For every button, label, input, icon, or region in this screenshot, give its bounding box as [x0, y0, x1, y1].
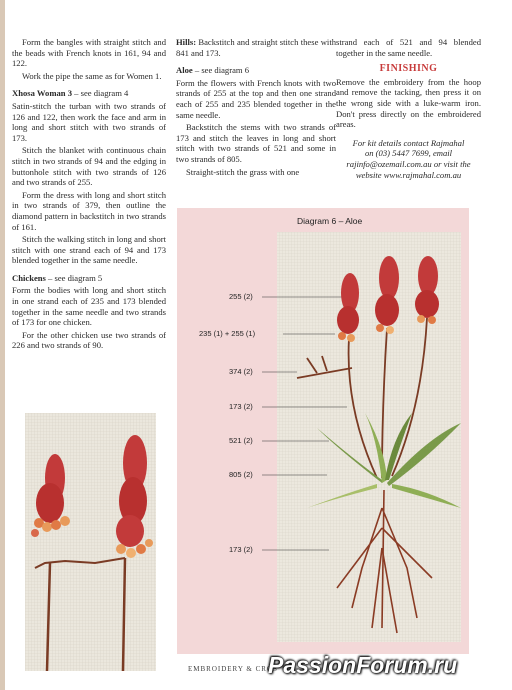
pipe-paragraph: Work the pipe the same as for Women 1.: [22, 70, 162, 81]
xhosa-heading: [12, 88, 166, 99]
diagram-label-521: 521 (2): [229, 436, 253, 445]
middle-text-column: [176, 37, 336, 179]
contact-line-4: website www.rajmahal.com.au: [355, 169, 462, 180]
site-watermark: PassionForum.ru: [268, 652, 458, 678]
aloe-heading-rest: – see diagram 6: [192, 65, 250, 76]
xhosa-paragraph-3: Form the dress with long and short stitch in two strands of 379, then outline the diamond pattern in backstitch in two strands of 161.: [12, 189, 166, 232]
magazine-footer: EMBROIDERY & CROS: [188, 665, 278, 673]
chickens-heading-rest: – see diagram 5: [45, 272, 103, 283]
diagram-label-173-root: 173 (2): [229, 545, 253, 554]
diagram-label-805: 805 (2): [229, 470, 253, 479]
right-text-column: [336, 37, 481, 180]
xhosa-heading-rest: – see diagram 4: [72, 88, 129, 99]
kit-contact-block: [336, 138, 481, 180]
diagram-label-374: 374 (2): [229, 367, 253, 376]
aloe-closeup-illustration: [25, 413, 156, 671]
chickens-paragraph-2: For the other chicken use two strands of 226 and two strands of 90.: [12, 329, 166, 351]
grass-continuation: strand each of 521 and 94 blended together in the same needle.: [336, 37, 481, 58]
diagram-6-aloe-photo: [177, 208, 469, 654]
contact-line-3: rajinfo@ozemail.com.au or visit the: [346, 158, 471, 169]
bangles-paragraph: Form the bangles with straight stitch and the beads with French knots in 161, 94 and 122.: [12, 37, 166, 69]
aloe-heading-bold: Aloe: [176, 65, 193, 76]
xhosa-heading-bold: Xhosa Woman 3: [12, 88, 73, 99]
hills-paragraph: [176, 37, 336, 58]
chickens-heading: [12, 273, 166, 284]
page-edge-strip: [0, 0, 5, 690]
chickens-paragraph-1: Form the bodies with long and short stitch in one strand each of 235 and 173 blended together in the same needle and two strands of 173 for one chicken.: [12, 285, 166, 328]
diagram-label-235-255: 235 (1) + 255 (1): [199, 329, 256, 338]
xhosa-paragraph-4: Stitch the walking stitch in long and short stitch with one strand each of 94 and 173 blended together in the same needle.: [12, 234, 166, 266]
contact-line-2: on (03) 5447 7699, email: [364, 148, 453, 159]
left-text-column: [12, 37, 166, 353]
aloe-embroidery-illustration: [177, 208, 469, 654]
aloe-paragraph-3: Straight-stitch the grass with one: [186, 166, 300, 177]
finishing-paragraph: Remove the embroidery from the hoop and remove the tacking, then press it on the wrong side with a luke-warm iron. Don't press directly on the embroidered areas.: [336, 76, 481, 130]
aloe-heading: [176, 65, 336, 76]
diagram-label-255: 255 (2): [229, 292, 253, 301]
aloe-closeup-photo: [25, 413, 156, 671]
xhosa-paragraph-2: Stitch the blanket with continuous chain stitch in two strands of 94 and the edging in buttonhole stitch with two strands of 126 and two strands of 255.: [12, 145, 166, 188]
hills-heading-bold: Hills:: [176, 37, 197, 47]
diagram-label-173-stem: 173 (2): [229, 402, 253, 411]
contact-line-1: For kit details contact Rajmahal: [352, 137, 465, 148]
aloe-paragraph-1: Form the flowers with French knots with two strands of 255 at the top and then one strand each of 255 and 235 blended together in the same needle.: [176, 77, 336, 120]
diagram-title: Diagram 6 – Aloe: [297, 216, 363, 226]
xhosa-paragraph-1: Satin-stitch the turban with two strands of 126 and 122, then work the face and arm in long and short stitch with two strands of 173.: [12, 100, 166, 143]
finishing-heading: FINISHING: [379, 63, 438, 75]
hills-text: Backstitch and straight stitch these with 841 and 173.: [176, 37, 336, 58]
chickens-heading-bold: Chickens: [12, 272, 46, 283]
aloe-paragraph-2: Backstitch the stems with two strands of 173 and stitch the leaves in long and short stitch with two strands of 521 and some in two strands of 805.: [176, 122, 336, 164]
